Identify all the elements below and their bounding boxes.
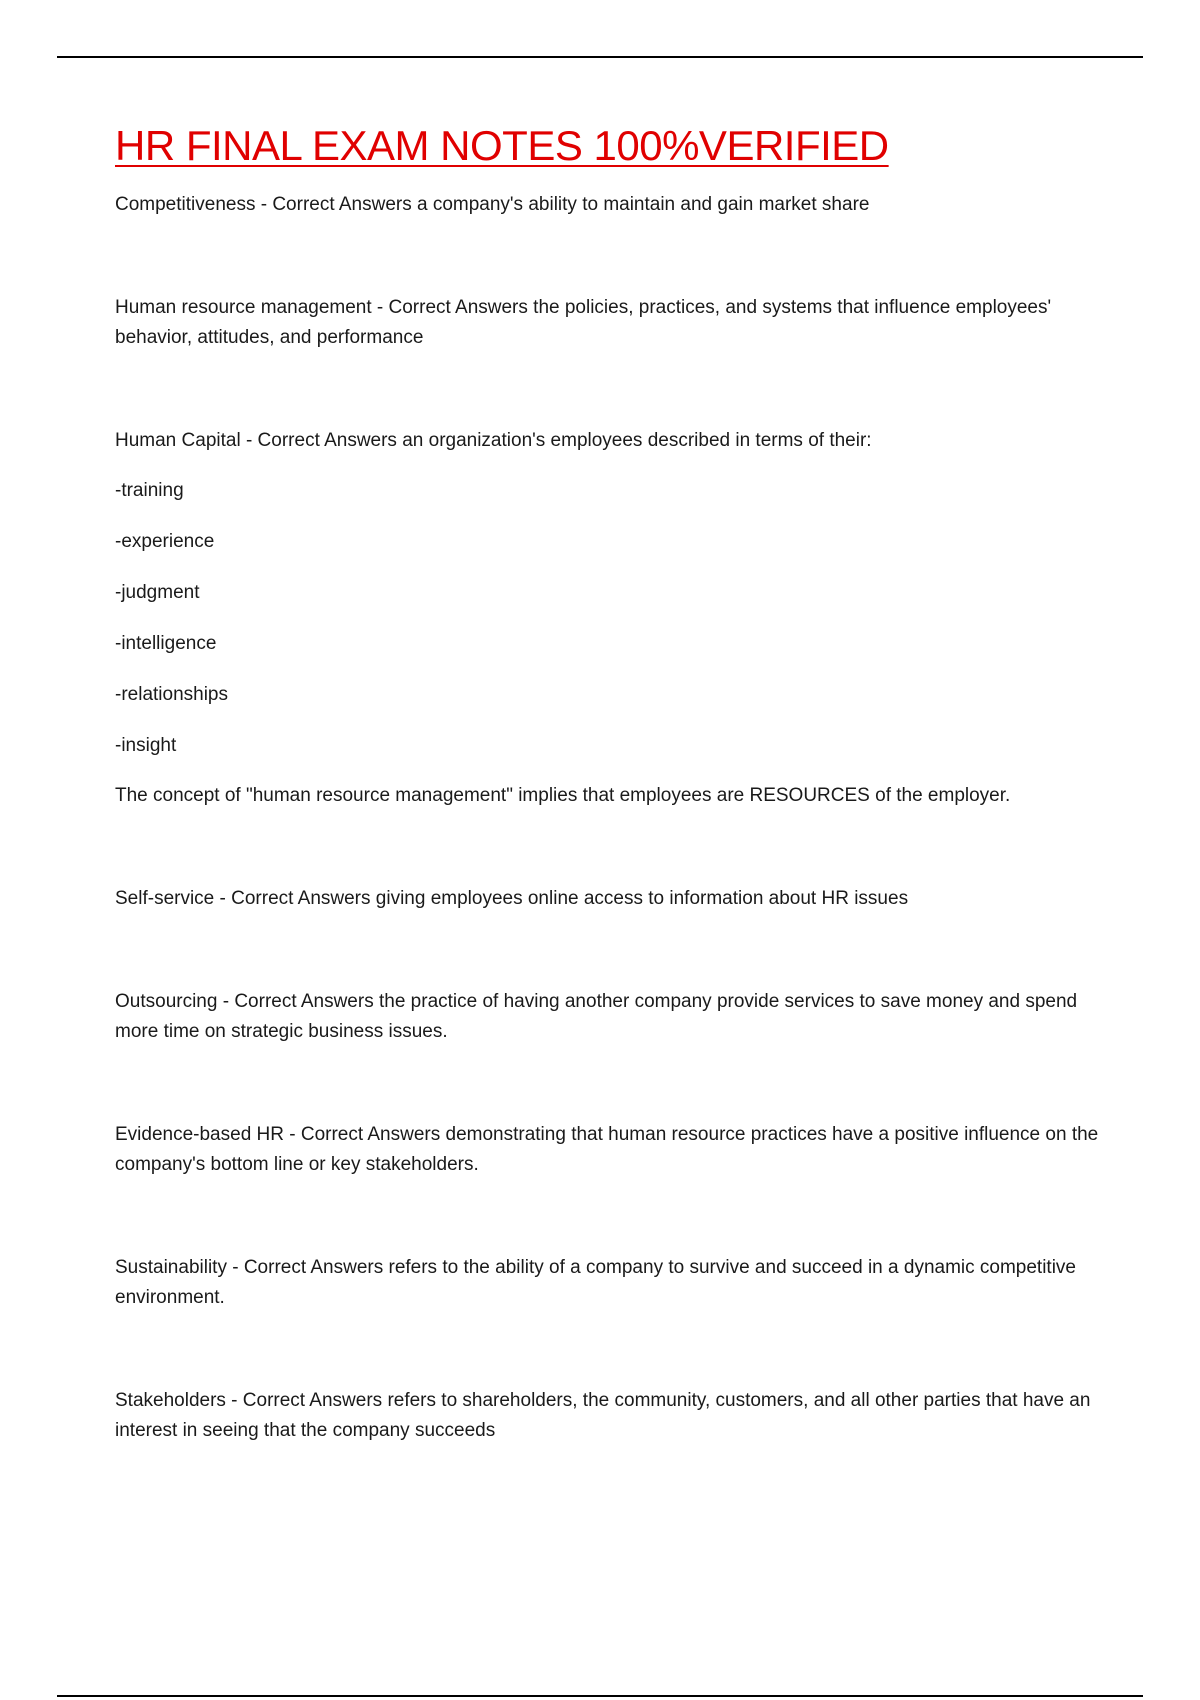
capital-item-intelligence: -intelligence: [115, 633, 217, 654]
top-rule: [57, 56, 1143, 58]
concept-note: The concept of "human resource management" implies that employees are RESOURCES of the employer.: [115, 785, 1011, 806]
capital-item-training: -training: [115, 480, 184, 501]
capital-item-relationships: -relationships: [115, 684, 228, 705]
document-title: HR FINAL EXAM NOTES 100%VERIFIED: [115, 122, 889, 169]
document-body: [115, 118, 1115, 1446]
entry-human-resource-management: Human resource management - Correct Answers the policies, practices, and systems that influence employees' behavior, attitudes, and performance: [115, 297, 1052, 348]
bottom-rule: [57, 1695, 1143, 1697]
entry-stakeholders: Stakeholders - Correct Answers refers to shareholders, the community, customers, and all other parties that have an interest in seeing that the company succeeds: [115, 1390, 1091, 1441]
capital-item-insight: -insight: [115, 735, 177, 756]
entry-self-service: Self-service - Correct Answers giving employees online access to information about HR issues: [115, 888, 909, 909]
entry-human-capital: Human Capital - Correct Answers an organization's employees described in terms of their:: [115, 430, 872, 451]
capital-item-experience: -experience: [115, 531, 215, 552]
entry-competitiveness: Competitiveness - Correct Answers a company's ability to maintain and gain market share: [115, 194, 870, 215]
capital-item-judgment: -judgment: [115, 582, 200, 603]
entry-evidence-based-hr: Evidence-based HR - Correct Answers demonstrating that human resource practices have a positive influence on the company's bottom line or key stakeholders.: [115, 1124, 1099, 1175]
entry-sustainability: Sustainability - Correct Answers refers to the ability of a company to survive and succeed in a dynamic competitive environment.: [115, 1257, 1076, 1308]
entry-outsourcing: Outsourcing - Correct Answers the practice of having another company provide services to save money and spend more time on strategic business issues.: [115, 991, 1078, 1042]
